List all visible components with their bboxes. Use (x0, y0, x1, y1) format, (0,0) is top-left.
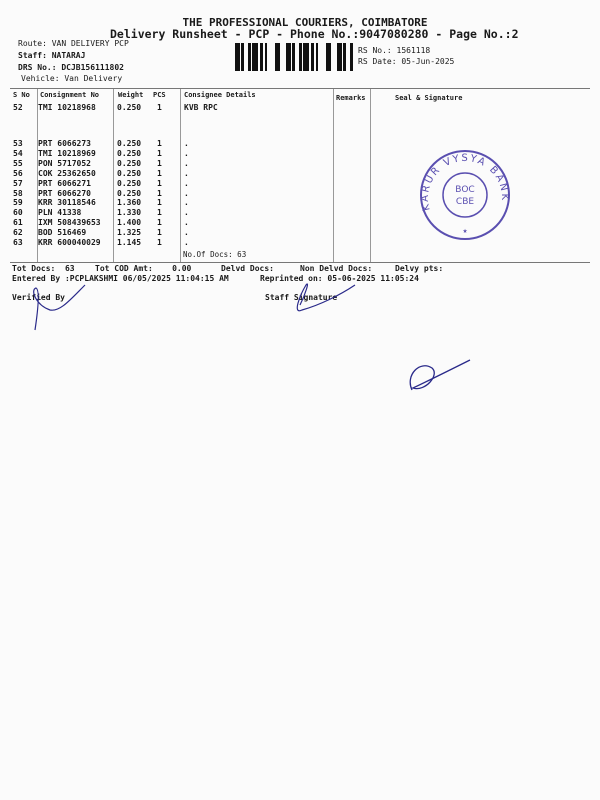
pcs: 1 (157, 238, 162, 247)
weight: 1.325 (117, 228, 142, 238)
sno: 52 (13, 103, 23, 112)
weight: 1.400 (117, 218, 142, 228)
bank-stamp (410, 140, 520, 250)
verified-by: Verified By (12, 293, 65, 302)
consignee-details: . (184, 218, 189, 228)
staff-signature-mark (297, 284, 355, 311)
sno: 55 (13, 158, 23, 168)
staff-signature: Staff Signature (265, 293, 338, 302)
pcs: 1 (157, 188, 162, 198)
drs-no: DRS No.: DCJB156111802 (18, 63, 124, 72)
sno: 62 (13, 228, 23, 238)
weight: 0.250 (117, 188, 142, 198)
route: Route: VAN DELIVERY PCP (18, 39, 129, 48)
non-delvd-docs: Non Delvd Docs: (300, 264, 373, 273)
col-seal: Seal & Signature (395, 94, 463, 102)
col-pcs: PCS (153, 91, 166, 99)
weight: 1.360 (117, 198, 142, 208)
sno: 58 (13, 188, 23, 198)
receiver-signature (410, 360, 470, 390)
delvy-pts: Delvy pts: (395, 264, 444, 273)
sno: 59 (13, 198, 23, 208)
delvd-docs: Delvd Docs: (221, 264, 274, 273)
company-title: THE PROFESSIONAL COURIERS, COIMBATORE (182, 16, 428, 29)
pcs: 1 (157, 218, 162, 228)
weight: 0.250 (117, 158, 142, 168)
consignment-no: IXM 508439653 (38, 218, 101, 228)
pcs: 1 (157, 103, 162, 112)
no-of-docs: No.Of Docs: 63 (183, 250, 247, 259)
pcs: 1 (157, 178, 162, 188)
consignment-no: COK 25362650 (38, 168, 96, 178)
staff: Staff: NATARAJ (18, 51, 86, 60)
rs-date: RS Date: 05-Jun-2025 (358, 57, 455, 66)
stamp-outer-text: KARUR VYSYA BANK (419, 152, 511, 212)
pcs: 1 (157, 198, 162, 208)
weight: 0.250 (117, 139, 142, 148)
sno: 53 (13, 139, 23, 148)
weight: 1.330 (117, 208, 142, 218)
col-remarks: Remarks (336, 94, 366, 102)
pcs: 1 (157, 148, 162, 158)
stamp-inner-1: BOC (455, 185, 475, 195)
svg-text:★: ★ (462, 226, 468, 235)
sno: 54 (13, 148, 23, 158)
weight: 0.250 (117, 168, 142, 178)
consignment-no: KRR 30118546 (38, 198, 96, 208)
col-weight: Weight (118, 91, 144, 99)
sno: 56 (13, 168, 23, 178)
verifier-signature (34, 285, 85, 330)
sno: 57 (13, 178, 23, 188)
weight: 1.145 (117, 238, 142, 247)
sno: 60 (13, 208, 23, 218)
consignment-no: TMI 10218969 (38, 148, 96, 158)
weight: 0.250 (117, 103, 142, 112)
consignment-no: KRR 600040029 (38, 238, 101, 247)
consignment-no: BOD 516469 (38, 228, 87, 238)
consignee-details: . (184, 228, 189, 238)
col-sno: S No (13, 91, 30, 99)
pcs: 1 (157, 168, 162, 178)
consignment-no: PRT 6066271 (38, 178, 91, 188)
stamp-inner-2: CBE (455, 197, 475, 207)
consignee-details: . (184, 158, 189, 168)
reprinted-on: Reprinted on: 05-06-2025 11:05:24 (260, 274, 419, 283)
consignee-details: . (184, 148, 189, 158)
tot-docs: Tot Docs: 63 (12, 264, 75, 273)
vehicle: Vehicle: Van Delivery (21, 74, 123, 83)
sno: 63 (13, 238, 23, 247)
pcs: 1 (157, 158, 162, 168)
consignee-details: . (184, 238, 189, 247)
pcs: 1 (157, 208, 162, 218)
pcs: 1 (157, 228, 162, 238)
pcs: 1 (157, 139, 162, 148)
tot-cod: Tot COD Amt: 0.00 (95, 264, 192, 273)
consignee-details: . (184, 168, 189, 178)
entered-by: Entered By :PCPLAKSHMI 06/05/2025 11:04:15 AM (12, 274, 229, 283)
consignee-details: KVB RPC (184, 103, 218, 112)
consignment-no: PON 5717052 (38, 158, 91, 168)
consignment-no: PRT 6066270 (38, 188, 91, 198)
weight: 0.250 (117, 148, 142, 158)
col-consignee: Consignee Details (184, 91, 256, 99)
rs-no: RS No.: 1561118 (358, 46, 431, 55)
consignment-no: PRT 6066273 (38, 139, 91, 148)
consignee-details: . (184, 139, 189, 148)
consignment-no: PLN 41338 (38, 208, 82, 218)
consignee-details: . (184, 178, 189, 188)
col-consignment: Consignment No (40, 91, 100, 99)
runsheet-subtitle: Delivery Runsheet - PCP - Phone No.:9047080280 - Page No.:2 (110, 27, 519, 41)
consignment-no: TMI 10218968 (38, 103, 96, 112)
sno: 61 (13, 218, 23, 228)
consignee-details: . (184, 198, 189, 208)
weight: 0.250 (117, 178, 142, 188)
consignee-details: . (184, 208, 189, 218)
consignee-details: . (184, 188, 189, 198)
